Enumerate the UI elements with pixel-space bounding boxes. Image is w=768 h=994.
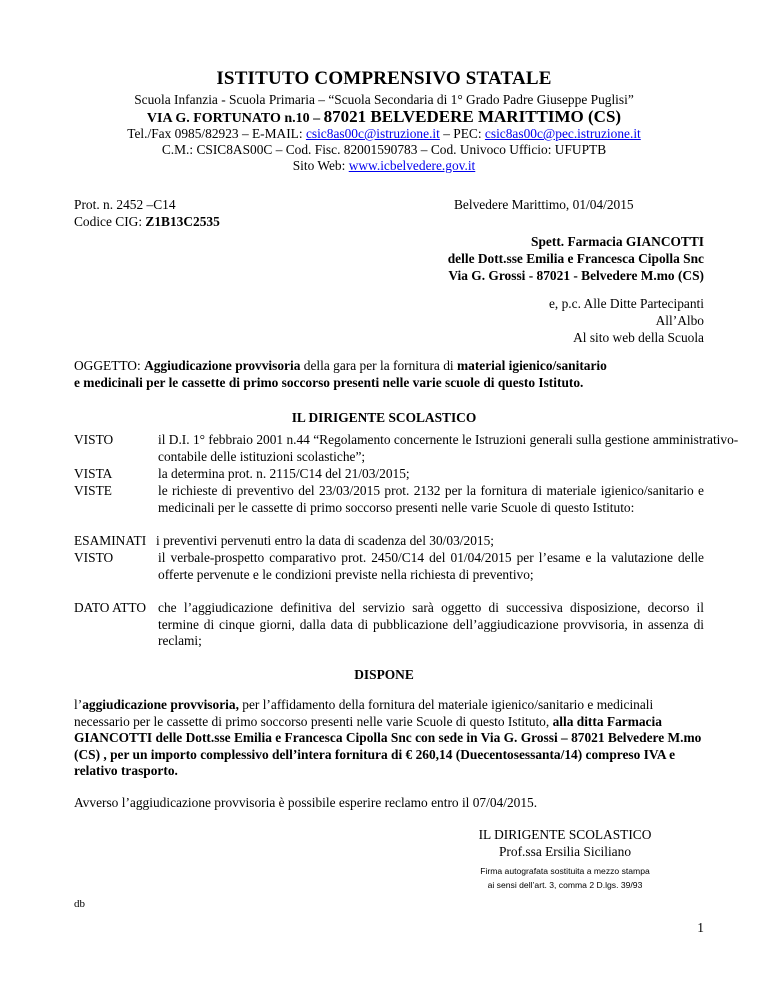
pec-link[interactable]: csic8as00c@pec.istruzione.it xyxy=(484,126,641,141)
clause-visto-1 xyxy=(74,432,739,466)
address-cap-city: 87021 BELVEDERE MARITTIMO (CS) xyxy=(323,107,622,126)
dispone-bold-2: alla ditta Farmacia GIANCOTTI delle Dott.sse Emilia e Francesca Cipolla Snc con sede in Via G. Grossi – 87021 Belvedere M.mo (CS) , per un importo complessivo dell’intera fornitura di € 260,14 (Duecentosessanta/14) compreso IVA e relativo trasporto. xyxy=(74,713,702,778)
footer-initials: db xyxy=(74,898,85,910)
cc-line-3: Al sito web della Scuola xyxy=(573,330,704,345)
clause-text: il verbale-prospetto comparativo prot. 2450/C14 del 01/04/2015 per l’esame e la valutazione delle offerte pervenute e le condizioni previste nella richiesta di preventivo; xyxy=(158,550,704,582)
signature-name: Prof.ssa Ersilia Siciliano xyxy=(498,844,632,859)
heading-dispone: DISPONE xyxy=(354,667,414,682)
dispone-paragraph xyxy=(74,697,704,780)
reclamo-text: Avverso l’aggiudicazione provvisoria è possibile esperire reclamo entro il 07/04/2015. xyxy=(74,795,538,810)
subject-part-1: Aggiudicazione provvisoria xyxy=(144,358,301,373)
recipient-line-3: Via G. Grossi - 87021 - Belvedere M.mo (CS) xyxy=(448,268,704,283)
clause-label: VISTO xyxy=(74,550,114,565)
site-link[interactable]: www.icbelvedere.gov.it xyxy=(348,158,476,173)
clause-text: la determina prot. n. 2115/C14 del 21/03/2015; xyxy=(158,466,410,481)
clause-vista xyxy=(74,466,704,483)
subject-part-3: material igienico/sanitario xyxy=(456,358,607,373)
clause-esaminati xyxy=(74,533,704,550)
signature-note-1: Firma autografata sostituita a mezzo stampa xyxy=(480,866,650,876)
clause-text: i preventivi pervenuti entro la data di scadenza del 30/03/2015; xyxy=(156,533,495,548)
dispone-bold-1: aggiudicazione provvisoria, xyxy=(82,697,239,712)
email-link[interactable]: csic8as00c@istruzione.it xyxy=(305,126,440,141)
protocol-number: Prot. n. 2452 –C14 xyxy=(74,197,176,212)
clause-viste xyxy=(74,483,704,533)
clause-visto-2 xyxy=(74,550,704,600)
recipient-line-1: Spett. Farmacia GIANCOTTI xyxy=(531,234,704,249)
place-date: Belvedere Marittimo, 01/04/2015 xyxy=(454,197,634,212)
signature-note-2: ai sensi dell’art. 3, comma 2 D.lgs. 39/93 xyxy=(487,880,643,890)
contact-line-3 xyxy=(0,158,768,174)
school-address xyxy=(0,107,768,127)
subject-label: OGGETTO: xyxy=(74,358,141,373)
site-label: Sito Web: xyxy=(292,158,346,173)
clause-label: VISTA xyxy=(74,466,113,481)
cc-line-1: e, p.c. Alle Ditte Partecipanti xyxy=(548,296,704,311)
page-number: 1 xyxy=(697,920,704,935)
clause-label: VISTE xyxy=(74,483,112,498)
cig-line xyxy=(74,214,220,230)
cig-label: Codice CIG: xyxy=(74,214,143,229)
subject-part-2: della gara per la fornitura di xyxy=(303,358,454,373)
contact-prefix: Tel./Fax 0985/82923 – E-MAIL: xyxy=(127,126,303,141)
address-street: VIA G. FORTUNATO n.10 xyxy=(146,111,310,126)
subject-line-1 xyxy=(74,358,714,374)
clause-label: DATO ATTO xyxy=(74,600,147,615)
contact-line-2: C.M.: CSIC8AS00C – Cod. Fisc. 82001590783 – Cod. Univoco Ufficio: UFUPTB xyxy=(161,142,607,157)
clause-text: che l’aggiudicazione definitiva del servizio sarà oggetto di successiva disposizione, decorso il termine di cinque giorni, dalla data di pubblicazione dell’aggiudicazione provvisoria, in assenza di reclami; xyxy=(158,600,704,648)
school-title: ISTITUTO COMPRENSIVO STATALE xyxy=(216,68,552,89)
cig-code: Z1B13C2535 xyxy=(145,214,220,229)
school-subtitle: Scuola Infanzia - Scuola Primaria – “Scuola Secondaria di 1° Grado Padre Giuseppe Puglisi” xyxy=(134,92,634,107)
subject-line-2: e medicinali per le cassette di primo soccorso presenti nelle varie scuole di questo Istituto. xyxy=(74,375,584,390)
clause-label: ESAMINATI xyxy=(74,533,147,548)
clause-text: il D.I. 1° febbraio 2001 n.44 “Regolamento concernente le Istruzioni generali sulla gestione amministrativo-contabile delle istituzioni scolastiche”; xyxy=(158,432,739,464)
clause-dato-atto xyxy=(74,600,704,650)
recipient-line-2: delle Dott.sse Emilia e Francesca Cipolla Snc xyxy=(447,251,704,266)
contact-line-1 xyxy=(0,126,768,142)
cc-line-2: All’Albo xyxy=(655,313,704,328)
pec-label: – PEC: xyxy=(443,126,482,141)
heading-dirigente: IL DIRIGENTE SCOLASTICO xyxy=(291,410,477,425)
clause-text: le richieste di preventivo del 23/03/2015 prot. 2132 per la fornitura di materiale igienico/sanitario e medicinali per le cassette di primo soccorso presenti nelle varie Scuole di questo Istituto: xyxy=(158,483,704,515)
signature-role: IL DIRIGENTE SCOLASTICO xyxy=(478,827,652,842)
clause-label: VISTO xyxy=(74,432,114,447)
dispone-lead: l’ xyxy=(74,697,83,712)
dispone-text-1: per l’affidamento della fornitura del materiale igienico/sanitario e medicinali necessario per le cassette di primo soccorso presenti nelle varie Scuole di questo Istituto, xyxy=(74,697,654,729)
address-dash: – xyxy=(313,111,321,126)
